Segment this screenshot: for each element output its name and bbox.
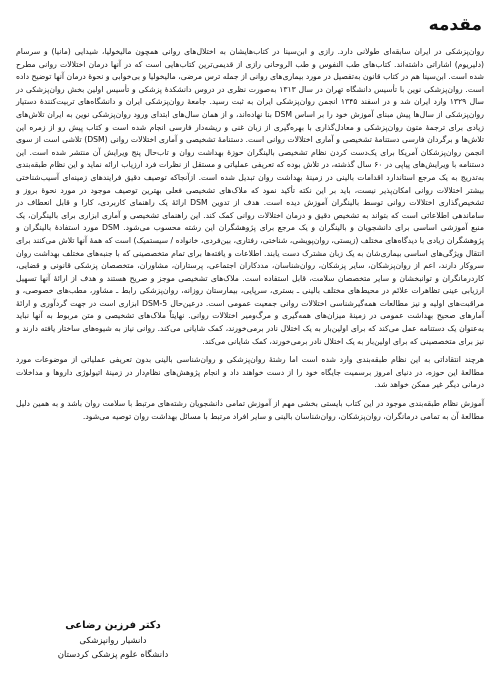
paragraph-2: هرچند انتقاداتی به این نظام طبقه‌بندی وارد شده است اما رشتهٔ روان‌پزشکی و روان‌شناسی بالینی بدون تعریفی عملیاتی از موضوعات مورد مطالعهٔ این حوزه، در دنیای امروز برسمیت جایگاه خود را از دست خواهند داد و انجام پژوهش‌های نظام‌دار در زمینهٔ اتیولوژی داروها و مداخلات درمانی دیگر غیر ممکن خواهد شد.	[16, 355, 484, 390]
author-affiliation: دانشگاه علوم پزشکی کردستان	[57, 650, 169, 660]
document-body	[16, 46, 484, 423]
paragraph-3: آموزش نظام طبقه‌بندی موجود در این کتاب بایستی بخشی مهم از آموزش تمامی دانشجویان رشته‌های مرتبط با سلامت روان باشد و به همین دلیل مطالعهٔ آن به تمامی درمانگران، روان‌پزشکان، روان‌شناسان بالینی و سایر افراد مرتبط با مسائل بهداشت روان توصیه می‌شود.	[16, 399, 484, 421]
paragraph-1: روان‌پزشکی در ایران سابقه‌ای طولانی دارد. رازی و ابن‌سینا در کتاب‌هایشان به اختلال‌های روانی همچون مالیخولیا، شیدایی (مانیا) و سرسام (دلیریوم) اشاراتی داشته‌اند. کتاب‌های طب النفوس و طب الروحانی رازی از قدیمی‌ترین کتاب‌هایی است که در آنها درمان اختلالات روانی مطرح شده است. ابن‌سینا هم در کتاب قانون به‌تفصیل در مورد بیماری‌های روانی از جمله ترس مرضی، مالیخولیا و بی‌خوابی و نحوهٔ درمان آنها توضیح داده است. روان‌پزشکی نوین با تأسیس دانشگاه تهران در سال ۱۳۱۳ به‌صورت نظری در دروس دانشکدهٔ پزشکی و تأسیس اولین بخش روان‌پزشکی در سال ۱۳۲۹ وارد ایران شد و در اسفند ۱۳۴۵ انجمن روان‌پزشکی ایران به ثبت رسید. جامعهٔ روان‌پزشکی ایران و دانشگاه‌های تربیت‌کنندهٔ دستیار روان‌پزشکی از سال‌ها پیش مبنای آموزش خود را بر اساس DSM بنا نهاده‌اند، و از همان سال‌های ابتدای ورود روان‌پزشکی نوین به ایران تلاش‌های زیادی برای ترجمهٔ متون روان‌پزشکی و معادل‌گذاری با بهره‌گیری از زبان غنی و ریشه‌دار فارسی انجام شده است و کتاب پیش رو از زمره این تلاش‌ها و برگردان فارسی دستنامهٔ تشخیصی و آماری اختلالات روانی است. دستنامهٔ تشخیصی و آماری اختلالات روانی (DSM) تلاشی است از سوی انجمن روان‌پزشکان آمریکا برای یک‌دست کردن نظام تشخیصی بالینگران حوزهٔ بهداشت روان و تاب‌حال پنج ویرایش آن منتشر شده است. این دستنامه با ویرایش‌های پیاپی در ۶۰ سال گذشته، در تلاش بوده که تعریفی عملیاتی و مستقل از نظرات فرد ارزیاب ارائه نماید و این نظام طبقه‌بندی به‌تدریج به یک مرجع استاندارد اقدامات بالینی در زمینهٔ بهداشت روان تبدیل شده است. ازآنجاکه توصیف دقیق فرایندهای زمینه‌ای آسیب‌شناختی بیشتر اختلالات روانی امکان‌پذیر نیست، باید بر این نکته تأکید نمود که ملاک‌های تشخیصی فعلی بهترین توصیف موجود در مورد نحوهٔ بروز و تشخیص‌گذاری اختلالات روانی توسط بالینگران آموزش دیده است. هدف از تدوین DSM ارائهٔ یک راهنمای کاربردی، کارا و قابل انعطاف در ساماندهی اطلاعاتی است که بتواند به تشخیص دقیق و درمان اختلالات روانی کمک کند. این راهنمای تشخیصی و آماری ابزاری برای بالینگران، یک منبع آموزشی اساسی برای دانشجویان و بالینگران و یک مرجع برای پژوهشگران این رشته محسوب می‌شود. DSM مورد استفادهٔ بالینگران و پژوهشگران زیادی با دیدگاه‌های مختلف (زیستی، روان‌پویشی، شناختی، رفتاری، بین‌فردی، خانواده / سیستمیک) است که همهٔ آنها تلاش می‌کنند برای انتقال ویژگی‌های اساسی بیماری‌شان به یک زبان مشترک دست یابند. اطلاعات و یافته‌ها برای تمام متخصصینی که با جنبه‌های مختلف بهداشت روان سروکار دارند، اعم از روان‌پزشکان، سایر پزشکان، روان‌شناسان، مددکاران اجتماعی، پرستاران، مشاوران، متخصصان پزشکی قانونی و قضایی، کاردرمانگران و توانبخشان و سایر متخصصان سلامت، قابل استفاده است. ملاک‌های تشخیصی موجز و صریح هستند و هدف از ارائهٔ آنها تسهیل ارزیابی عینی تظاهرات علائم در محیط‌های مختلف بالینی ـ بستری، سرپایی، بیمارستان روزانه، روان‌پزشکی رابط ـ مشاور، مطب‌های خصوصی، و مراقبت‌های اولیه و نیز مطالعات همه‌گیرشناسی اختلالات روانی جمعیت عمومی است. درعین‌حال DSM-5 ابزاری است در جهت گردآوری و ارائهٔ آمارهای صحیح بهداشت عمومی در زمینهٔ میزان‌های همه‌گیری و مرگ‌ومیر اختلالات روانی. نهایتاً ملاک‌های تشخیصی و متن مربوط به آنها نباید به‌عنوان یک دستنامه عمل می‌کند که برای اولین‌بار به یک اختلال نادر برمی‌خورند، کمک شایانی می‌کند. روانی نیاز به شیوه‌های ساختار یافته دارند و نیز برای متخصصینی که برای اولین‌بار به یک اختلال نادر برمی‌خورند، کمک شایانی می‌کند.	[16, 47, 484, 346]
author-role: دانشیار روانپزشکی	[79, 636, 147, 646]
signature-block	[48, 618, 178, 662]
author-name: دکتر فرزین رضاعی	[65, 620, 161, 631]
page-title: مقدمه	[428, 15, 482, 35]
